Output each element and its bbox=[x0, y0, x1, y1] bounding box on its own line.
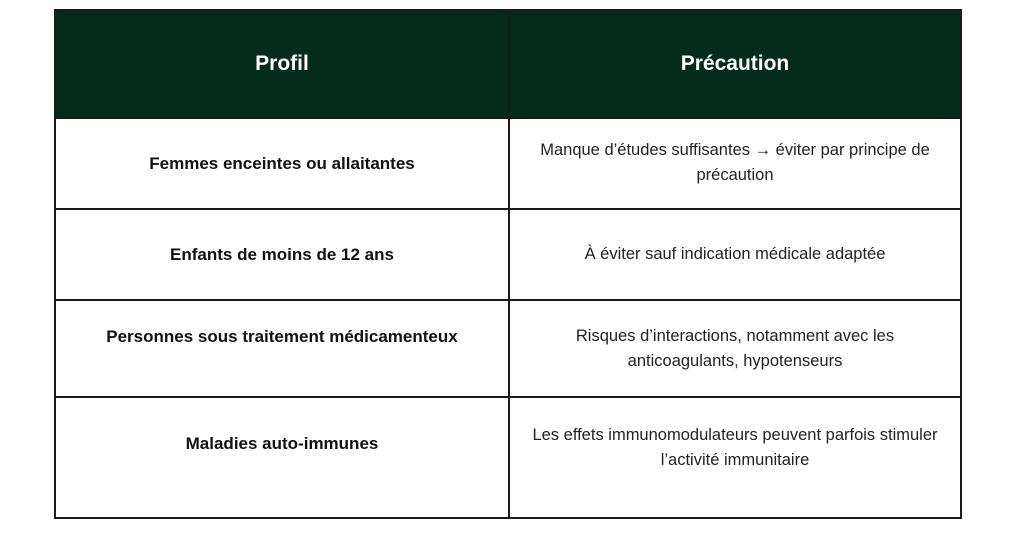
profil-cell: Femmes enceintes ou allaitantes bbox=[149, 153, 415, 173]
precautions-table bbox=[54, 9, 962, 519]
precaution-cell: À éviter sauf indication médicale adaptée bbox=[508, 210, 960, 299]
precaution-cell: Risques d’interactions, notamment avec les anticoagulants, hypotenseurs bbox=[508, 301, 960, 396]
table-row bbox=[56, 208, 960, 299]
precaution-cell: Manque d’études suffisantes → éviter par principe de précaution bbox=[508, 119, 960, 208]
profil-cell: Enfants de moins de 12 ans bbox=[170, 244, 394, 264]
header-precaution: Précaution bbox=[508, 11, 960, 117]
header-profil: Profil bbox=[255, 52, 309, 75]
table-header-row bbox=[56, 11, 960, 117]
table-row bbox=[56, 117, 960, 208]
table-row bbox=[56, 299, 960, 396]
precaution-cell: Les effets immunomodulateurs peuvent parfois stimuler l’activité immunitaire bbox=[508, 398, 960, 517]
table-row bbox=[56, 396, 960, 517]
profil-cell: Maladies auto-immunes bbox=[185, 434, 379, 453]
profil-cell: Personnes sous traitement médicamenteux bbox=[106, 326, 458, 346]
